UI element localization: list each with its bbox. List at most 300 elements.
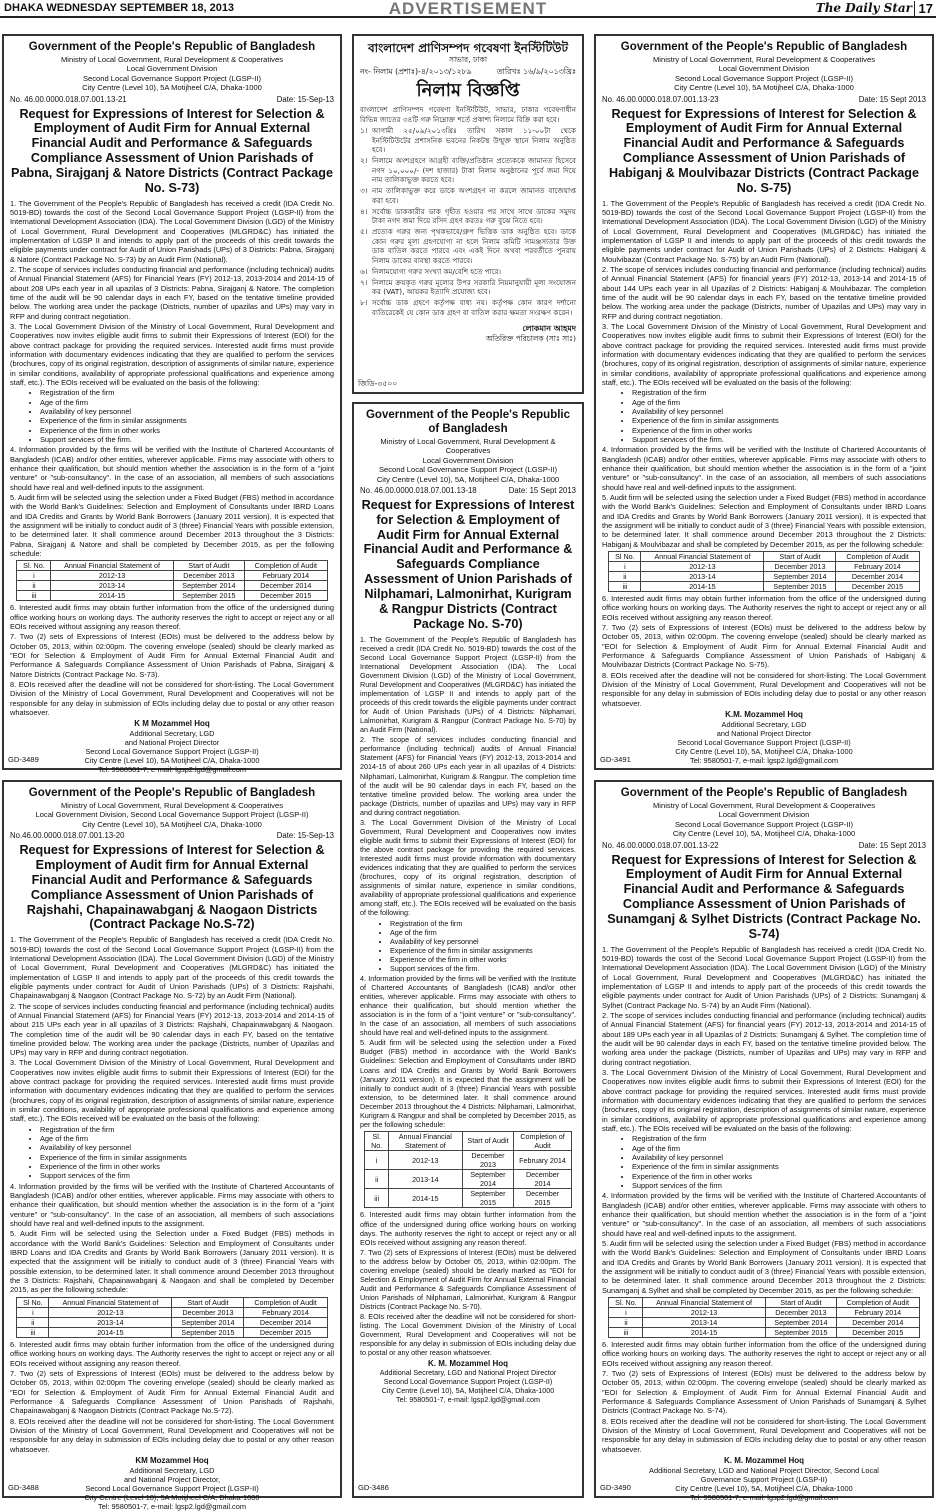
table-header: Completion of Audit (244, 1297, 327, 1307)
table-cell: iii (365, 1189, 389, 1208)
signatory-line: City Centre (Level 10), 5A, Motijheel C/A, Dhaka-1000 (675, 746, 853, 756)
gd-number: GD-3489 (8, 755, 39, 765)
list-item: • Support services of the firm (632, 1181, 926, 1190)
list-item: • Age of the firm (40, 1134, 334, 1143)
table-header: Start of Audit (462, 1131, 514, 1150)
ad-ministry: Ministry of Local Government, Rural Development & Cooperatives (60, 800, 283, 810)
ad-para-3: 3. The Local Government Division of the Ministry of Local Government, Rural Development and Cooperatives now invites eligible audit firms to submit their Expressions of Interest (EOI) for the above contract package for providing the required services. Interested audit firms must provide information with documentary evidences indicating that they are qualified to perform the services (brochures, copy of its original registration, description of assignments of similar nature, experience in similar conditions, availability of appropriate professional qualifications and experience among staff, etc.). The EOIs received will be evaluated on the basis of the following: (10, 321, 334, 387)
table-cell: i (365, 1151, 389, 1170)
list-item (360, 126, 576, 156)
item-number: ১। (360, 125, 368, 135)
ad-memo-line (602, 95, 926, 105)
table-cell: December 2014 (514, 1170, 571, 1189)
item-text: সর্বোচ্চ ডাক গ্রহণে কর্তৃপক্ষ বাধ্য নয়। কর্তৃপক্ষ কোন কারণ দর্শানো ব্যতিরেকেই যে কোন ডাক গ্রহণ বা বাতিল করার ক্ষমতা সংরক্ষণ করেন। (372, 298, 576, 317)
table-row (609, 571, 919, 581)
signatory-line: Second Local Governance Support Project (LGSP-II) (85, 1483, 259, 1493)
ad-para-6: 6. Interested audit firms may obtain further information from the office of the undersigned during office working hours on working days. The Authority reserves the right to accept or reject any or all EOIs received without assigning any reason thereof. (10, 1339, 334, 1368)
gd-number: GD-3491 (600, 755, 631, 765)
ad-memo-number: No. 46.00.0000.018.07.001.13-23 (602, 94, 719, 104)
table-cell: 2014-15 (389, 1189, 463, 1208)
list-item: • Experience of the firm in other works (632, 426, 926, 435)
ad-gov-heading: Government of the People's Republic of Bangladesh (365, 409, 571, 435)
masthead-page-number: 17 (914, 1, 933, 16)
table-header: Annual Financial Statement of (49, 1297, 172, 1307)
table-cell: 2014-15 (641, 582, 764, 592)
item-text: নিলামযোগ্য গরুর সংখ্যা কম/বেশি হতে পারে। (372, 266, 502, 276)
table-header: Annual Financial Statement of (643, 1297, 765, 1307)
ad-para-7: 7. Two (2) sets of Expressions of Interest (EOIs) must be delivered to the address below by October 05, 2013, within 02:00pm The covering envelope (sealed) should be clearly marked as "EOI for Selection & Employment of Audit Firm for Annual External Financial Audit and Performance & Safeguards Compliance Assessment of Union Parishads of Rajshahi, Chapainawabganj & Naogaon Districts (Contract Package No.S-72). (10, 1368, 334, 1416)
signatory-line: City Centre (Level 10), 5A Motijheel C/A, Dhaka-1000 (84, 1492, 260, 1502)
gd-number: জিডি-৩৫০০ (358, 379, 398, 389)
ad-para-5: 5. Audit firm will be selected using the selection under a Fixed Budget (FBS) method in accordance with the World Bank's Guidelines: Selection and Employment of Consultants under IBRD Loans and IDA Credits and Grants by World Bank Borrowers (January 2011 version). It is expected that the assignment will be initially to conduct audit of 3 (three) Financial Years with possible extension, to be determined later. It shall commence around December 2013 throughout the 4 Districts: Nilphamari, Lalmonirhat, Kurigram & Rangpur and shall be completed by December 2015, as per the following schedule: (360, 1038, 576, 1129)
ad-title: Request for Expressions of Interest for Selection & Employment of Audit firm for Annual External Financial Audit and Performance & Safeguards Compliance Assessment of Union Parishads of Rajshahi, Chapainawabganj & Naogaon Districts (Contract Package No.S-72) (19, 843, 325, 932)
signatory-line: Second Local Governance Support Project (LGSP-II) (383, 1376, 553, 1386)
table-cell: February 2014 (245, 571, 327, 581)
table-cell: 2012-13 (49, 1307, 172, 1317)
item-number: ৪। (360, 206, 368, 216)
ad-s75 (594, 34, 934, 770)
item-number: ৬। (360, 266, 368, 276)
table-cell: September 2014 (173, 581, 244, 591)
ad-para-1: 1. The Government of the People's Republic of Bangladesh has received a credit (IDA Credit No. 5019-BD) towards the cost of the Second Local Governance Support Project (LGSP-II) from the International Development Association (IDA). The Local Government Division (LGD) of the Ministry of Local Government, Rural Development and Cooperatives (MLGRD&C) has initiated the implementation of LGSP II and intends to apply part of the proceeds of this credit towards the eligible payments under contract for Audit of Union Parishads (UPs) of 3 Districts: Rajshahi, Chapainawabganj & Naogaon (Contract Package No. S-72) by an Audit Firm (National). (10, 935, 334, 1001)
ad-memo-number: No.46.00.0000.018.07.001.13-20 (10, 831, 125, 841)
ad-gov-heading: Government of the People's Republic of Bangladesh (28, 787, 316, 799)
table-header: Start of Audit (172, 1297, 244, 1307)
table-header: Sl No. (17, 1297, 49, 1307)
table-cell: iii (609, 582, 641, 592)
ad-para-2: 2. The scope of services includes conducting financial and performance (including technical) audits of Annual Financial Statement (AFS) for Financial Years (FY) 2012-13, 2013-2014 and 2014-15 of about 215 UPs each year in all upazilas of 3 Districts: Rajshahi, Chapainawabganj & Naogaon. The completion time of the audit will be 90 calendar days in each FY, based on the tentative timeline provided below. The working area under the package (Districts, number of Upazilas and UPs) may vary in RFP and during contract negotiation. (10, 1001, 334, 1058)
table-cell: December 2013 (764, 561, 836, 571)
list-item: • Registration of the firm (40, 388, 334, 397)
list-item: • Support services of the firm. (632, 435, 926, 444)
ad-signature (360, 324, 576, 343)
table-header-row (609, 1297, 919, 1307)
list-item: • Experience of the firm in other works (632, 1172, 926, 1181)
list-item: • Support services of the firm. (40, 435, 334, 444)
ad-para-4: 4. Information provided by the firms will be verified with the Institute of Chartered Accountants of Bangladesh (ICAB) and/or other entities, wherever applicable. Firms may associate with others to enhance their qualification, but should mention whether the association is in the form of a "joint venture" or "sub-consultancy". In the case of an association, all members of such associations should have real and well-defined inputs to the assignment. (360, 973, 576, 1038)
ad-title: Request for Expressions of Interest for Selection & Employment of Audit Firm for Annual External Financial Audit and Performance & Safeguards Compliance Assessment of Union Parishads of Sunamganj & Sylhet Districts (Contract Package No. S-74) (607, 852, 921, 941)
table-cell: September 2014 (765, 1317, 836, 1327)
schedule-table (16, 1297, 327, 1338)
list-item: • Support services of the firm (40, 1171, 334, 1180)
table-cell: December 2015 (245, 591, 327, 601)
ad-signature (10, 1456, 334, 1511)
ad-project: Second Local Governance Support Project (LGSP-II) (674, 819, 854, 829)
ad-memo-date: Date: 15 Sept 2013 (508, 486, 576, 496)
ad-auction-notice (352, 34, 584, 394)
table-cell: ii (609, 571, 641, 581)
signatory-line: Second Local Governance Support Project (LGSP-II) (677, 737, 851, 747)
table-header-row (609, 551, 919, 561)
table-cell: i (17, 571, 51, 581)
ad-project: Second Local Governance Support Project (LGSP-II) (378, 465, 558, 475)
ad-address: City Centre (Level 10), 5A Motijheel C/A, Dhaka-1000 (82, 819, 262, 829)
signatory-line: and National Project Director (124, 738, 220, 748)
list-item (360, 186, 576, 206)
table-header: Completion of Audit (836, 551, 919, 561)
table-row (609, 561, 919, 571)
ad-gov-heading: Government of the People's Republic of Bangladesh (28, 41, 316, 53)
table-header: Annual Financial Statement of (51, 561, 173, 571)
ad-ministry: Ministry of Local Government, Rural Development & Cooperatives (652, 54, 875, 64)
list-item (360, 298, 576, 318)
list-item (360, 267, 576, 278)
table-cell: December 2014 (837, 1317, 919, 1327)
table-row (17, 581, 327, 591)
schedule-table (364, 1131, 571, 1209)
schedule-table (608, 551, 919, 592)
table-cell: December 2013 (173, 571, 244, 581)
ad-memo-line (602, 841, 926, 851)
list-item: • Support services of the firm. (390, 964, 576, 973)
ad-memo-date: Date: 15-Sep-13 (276, 831, 334, 841)
ad-para-2: 2. The scope of services includes conducting financial and performance (including technical) audits of Annual Financial Statement (AFS) for financial years (FY) 2012-13, 2013-14 and 2014-15 of about 144 UPs each year in all Upazilas of 2 Districts: Habiganj & Moulvibazar. The completion time of the audit will be 90 calendar days in each FY, based on the tentative timeline provided below. The working area under the package (Districts, number of Upazilas and UPs) may vary in RFP and during contract negotiation. (602, 265, 926, 321)
ad-s70 (352, 402, 584, 1498)
table-cell: ii (17, 1317, 49, 1327)
ad-intro: বাংলাদেশ প্রাণিসম্পদ গবেষণা ইনস্টিটিউট, সাভার, ঢাকার গবেষণাধীন বিভিন্ন জাতের ৩৪টি গরু নিম্নোক্ত শর্তে প্রকাশ্য নিলামে বিক্রি করা হবে। (360, 105, 576, 125)
ad-para-8: 8. EOIs received after the deadline will not be considered for short-listing. The Local Government Division of the Ministry of Local Government, Rural Development and Cooperatives will not be responsible for any delay in submission of EOIs including delay due to postal or any other reason whatsoever. (10, 1416, 334, 1454)
ad-para-5: 5. Audit firm will be selected using the selection under a Fixed Budget (FBS) method in accordance with the World Bank's Guidelines: Selection and Employment of Consultants under IBRD Loans and IDA Credits and Grants by World Bank Borrowers (January 2011 version). It is expected that the assignment will be initially to conduct audit of 3 (three) Financial Years with possible extension, to be determined later. It shall commence around December 2013 throughout the 2 Districts: Sunamganj & Sylhet and shall be completed by December 2015, as per the following schedule: (602, 1238, 926, 1295)
table-cell: i (17, 1307, 49, 1317)
ad-memo-line (360, 486, 576, 496)
signatory-name: K. M. Mozammel Hoq (427, 1359, 508, 1369)
list-item: • Experience of the firm in similar assignments (632, 416, 926, 425)
page-masthead (0, 0, 936, 18)
ad-criteria-list (632, 388, 926, 444)
ad-para-6: 6. Interested audit firms may obtain further information from the office of the undersigned during office working hours on working days. The authority reserves the right to accept or reject any or all EOIs received without assigning any reason thereof. (360, 1210, 576, 1247)
signatory-line: Tel: 9580501-7, e-mail: lgsp2.lgd@gmail.com (690, 755, 838, 765)
list-item: • Registration of the firm (40, 1125, 334, 1134)
masthead-section: ADVERTISEMENT (388, 0, 548, 18)
ad-para-5: 5. Audit firm will be selected using the selection under a Fixed Budget (FBS) method in accordance with the World Bank's Guidelines: Selection and Employment of Consultants under IBRD Loans and IDA Credits and Grants by World Bank Borrowers (January 2011 version). It is expected that the assignment will be initially to conduct audit of 3 (three) Financial Years with possible extension, to be determined later. It shall commence around December 2013 throughout the 2 Districts: Habiganj & Moulvibazar and shall be completed by December 2015, as per the following schedule: (602, 492, 926, 549)
list-item (360, 227, 576, 267)
table-header: Sl. No. (609, 1297, 643, 1307)
list-item (360, 156, 576, 186)
signatory-line: Second Local Governance Support Project (LGSP-II) (85, 747, 259, 757)
ad-para-3: 3. The Local Government Division of the Ministry of Local Government, Rural Development and Cooperatives now invites eligible audit firms to submit their Expressions of Interest (EOI) for the above contract package for providing the required services. Interested audit firms must provide information with documentary evidences indicating that they are qualified to perform the services (brochures, copy of its original registration, description of assignments of similar nature, experience in similar conditions, availability of appropriate professional qualifications and experience among staff, etc.). The EOIs received will be evaluated on the basis of the following: (360, 817, 576, 918)
ad-para-8: 8. EOIs received after the deadline will not be considered for short-listing. The Local Government Division of the Ministry of Local Government, Rural Development and Cooperatives will not be responsible for any delay in submission of EOIs including delay due to postal or any other reason whatsoever. (360, 1312, 576, 1358)
ad-para-7: 7. Two (2) sets of Expressions of Interest (EOIs) must be delivered to the address below by October 05, 2013, within 02:00pm. The covering envelope (sealed) should be clearly marked as "EOI for Selection & Employment of Audit Firm for Annual External Financial Audit and Performance & Safeguards Compliance Assessment of Union Parishads of Pabna, Sirajganj & Natore Districts (Contract Package No. S-73). (10, 632, 334, 679)
ad-title: Request for Expressions of Interest for Selection & Employment of Audit Firm for Annual External Financial Audit and Performance & Safeguards Compliance Assessment of Union Parishads of Pabna, Sirajganj & Natore Districts (Contract Package No. S-73) (11, 106, 333, 195)
ad-address: City Centre (Level 10), 5A Motijheel C/A, Dhaka-1000 (82, 83, 262, 93)
table-cell: iii (609, 1328, 643, 1338)
signatory-line: Tel: 9580501-7, e-mail: lgsp2.lgd@gmail.com (98, 765, 246, 775)
ad-para-3: 3. The Local Government Division of the Ministry of Local Government, Rural Development and Cooperatives now invites eligible audit firms to submit their Expressions of Interest (EOI) for the above contract package for providing the required services. Interested audit firms must provide information with documentary evidences indicating that they are qualified to perform the services (brochures, copy of its original registration, description of assignments of similar nature, experience in similar conditions, availability of appropriate professional qualifications and experience among staff, etc.). The EOIs received will be evaluated on the basis of the following: (602, 1067, 926, 1133)
ad-signature (602, 1456, 926, 1502)
ad-institute-place: সাভার, ঢাকা (448, 55, 488, 65)
ad-ministry: Ministry of Local Government, Rural Development & Cooperatives (652, 800, 875, 810)
ad-memo-number: নং- নিলাম (প্রশাঃ)-৪/২০১৩/১২৮৯ (360, 66, 472, 76)
table-cell: September 2015 (173, 591, 244, 601)
list-item: • Experience of the firm in other works (40, 1162, 334, 1171)
table-row (365, 1170, 571, 1189)
ad-para-2: 2. The scope of services includes conducting financial and performance (including technical) audits of Annual Financial Statement (AFS) for Financial Years (FY) 2012-13, 2013-2014 and 2014-15 of about 260 UPs each year in all upazilas of 4 Districts: Nilphamari, Lalmonirhat, Kurigram & Rangpur. The completion time of the audit will be 90 calendar days in each FY, based on the tentative timeline provided below. The working area under the package (Districts, number of upazilas and UPs) may vary in RFP and during contract negotiation. (360, 735, 576, 817)
ad-memo-date: Date: 15 Sept 2013 (858, 94, 926, 104)
table-cell: September 2014 (462, 1170, 514, 1189)
list-item: • Age of the firm (40, 398, 334, 407)
table-cell: 2013-14 (641, 571, 764, 581)
table-cell: 2012-13 (389, 1151, 463, 1170)
table-header-row (365, 1131, 571, 1150)
ad-para-7: 7. Two (2) sets of Expressions of Interest (EOIs) must be delivered to the address below by October 05, 2013, within 02:00pm. The covering envelope (sealed) should be clearly marked as "EOI for Selection & Employment of Audit Firm for Annual External Financial Audit and Performance & Safeguards Compliance Assessment of Union Parishads of Sunamganj & Sylhet Districts (Contract Package No. S-74). (602, 1369, 926, 1416)
ad-criteria-list (40, 388, 334, 444)
table-cell: December 2013 (462, 1151, 514, 1170)
ad-memo-date: Date: 15-Sep-13 (276, 94, 334, 104)
ad-memo-line (10, 831, 334, 841)
ad-s74 (594, 780, 934, 1502)
table-cell: 2014-15 (643, 1328, 765, 1338)
table-cell: February 2014 (837, 1307, 919, 1317)
item-text: প্রত্যেক গরুর জন্য পৃথকভাবে/গ্রুপ ভিত্তিক ডাক অনুষ্ঠিত হবে। ডাকে কোন গরুর মূল্য গ্রহণযোগ্য না হলে নিলাম কমিটি সামঞ্জস্যতার উক্ত ডাক বাতিল করতে পারবে এবং একই দিনে অথবা পরবর্তীতে পুনরায় নিলাম ডাকের ব্যবস্থা করতে পারবে। (372, 226, 576, 266)
table-cell: February 2014 (836, 561, 919, 571)
table-header: Sl. No. (17, 561, 51, 571)
ad-division: Local Government Division (126, 64, 218, 74)
signatory-line: Additional Secretary, LGD and National Project Director, Second Local (649, 1465, 879, 1475)
ad-memo-line (360, 67, 576, 77)
signatory-title: অতিরিক্ত পরিচালক (সাঃ সাঃ) (485, 334, 576, 344)
gd-number: GD-3490 (600, 1483, 631, 1493)
table-row (609, 582, 919, 592)
table-header: Sl. No. (365, 1131, 389, 1150)
ad-para-2: 2. The scope of services includes conducting financial and performance (including technical) audits of Annual Financial Statement (AFS) for financial years (FY) 2012-13, 2013-2014 and 2014-15 of about 189 UPs each year in all Upazilas of 2 Districts: Sunamganj & Sylhet. The completion time of the audit will be 90 calendar days in each FY, based on the tentative timeline provided below. The working area under the package (Districts, number of Upazilas and UPs) may vary in RFP and during contract negotiation. (602, 1011, 926, 1067)
ad-para-3: 3. The Local Government Division of the Ministry of Local Government, Rural Development and Cooperatives now invites eligible audit firms to submit their Expressions of Interest (EOI) for the above contract package for providing the required services. Interested audit firms must provide information with documentary evidences indicating that they are qualified to perform the services (brochures, copy of its original registration, description of assignments of similar nature, experience in similar conditions, availability of appropriate professional qualifications and experience among staff, etc.). The EOIs received will be evaluated on the basis of the following: (602, 321, 926, 387)
item-text: নাম তালিকাভুক্ত করে ডাকে অংশগ্রহণ না করলে জামানত বাজেয়াপ্ত করা হবে। (372, 186, 576, 205)
table-cell: February 2014 (244, 1307, 327, 1317)
ad-para-8: 8. EOIs received after the deadline will not be considered for short-listing. The Local Government Division of the Ministry of Local Government, Rural Development and Cooperatives will not be responsible for any delay in submission of EOIs including delay due to postal or any other reason whatsoever. (10, 680, 334, 718)
signatory-name: K. M. Mozammel Hoq (723, 1456, 804, 1466)
list-item: • Experience of the firm in similar assignments (40, 1153, 334, 1162)
ad-criteria-list (390, 919, 576, 973)
signatory-name: K M Mozammel Hoq (134, 719, 210, 729)
schedule-table (16, 560, 327, 601)
ad-auction-heading: নিলাম বিজ্ঞপ্তি (416, 79, 520, 101)
table-header: Start of Audit (173, 561, 244, 571)
signatory-name: KM Mozammel Hoq (135, 1455, 209, 1465)
ad-para-2: 2. The scope of services includes conducting financial and performance (including technical) audits of Annual Financial Statement (AFS) for Financial Years (FY) 2012-13, 2013-2014 and 2014-15 of about 208 UPs each year in all upazilas of 3 Districts: Pabna, Sirajganj & Natore. The completion time of the audit will be 90 calendar days in each FY, based on the tentative timeline provided below. The working area under the package (Districts, number of upazilas and UPs) may vary in RFP and during contract negotiation. (10, 265, 334, 321)
ad-memo-number: No. 46.00.0000.018.07.001.13-18 (360, 486, 477, 496)
table-cell: ii (17, 581, 51, 591)
list-item: • Age of the firm (632, 398, 926, 407)
table-header: Completion of Audit (514, 1131, 571, 1150)
ad-para-4: 4. Information provided by the firms will be verified with the Institute of Chartered Accountants of Bangladesh (ICAB) and/or other entities, wherever applicable. Firms may associate with others to enhance their qualification, but should mention whether the association is in the form of a "joint venture" or "sub-consultancy". In the case of an association, all members of such associations should have real and well-defined inputs to the assignment. (602, 445, 926, 492)
ad-para-4: 4. Information provided by the firms will be verified with the Institute of Chartered Accountants of Bangladesh (ICAB) and/or other entities, wherever applicable. Firms may associate with others to enhance their qualification, but should mention whether the association is in the form of a "joint venture" or "sub-consultancy". In the case of an association, all members of such associations should have real and well-defined inputs to the assignment. (10, 445, 334, 492)
table-cell: ii (609, 1317, 643, 1327)
ad-para-5: 5. Audit Firm will be selected using the Selection under a Fixed Budget (FBS) methods in accordance with the World Bank's Guidelines: Selection and Employment of Consultants under IBRD Loans and IDA Credits and Grants by World Bank Borrowers (January 2011 version). It is expected that the assignment will be initially to conduct audit of 3 (three) Financial Years with possible extension, to be determined later. It shall commence around December 2013 throughout the 3 Districts: Rajshahi, Chapainawabganj & Naogaon and shall be completed by December 2015, as per the following schedule: (10, 1229, 334, 1295)
table-cell: December 2014 (836, 571, 919, 581)
item-number: ৮। (360, 298, 368, 308)
list-item: • Registration of the firm (632, 388, 926, 397)
table-cell: 2013-14 (643, 1317, 765, 1327)
signatory-line: City Centre (Level 10), 5A, Motijheel C/A, Dhaka-1000 (381, 1385, 555, 1395)
ad-s73 (2, 34, 342, 775)
ad-s72 (2, 780, 342, 1511)
list-item: • Registration of the firm (632, 1134, 926, 1143)
signatory-line: and National Project Director, (123, 1474, 221, 1484)
ad-para-8: 8. EOIs received after the deadline will not be considered for short-listing. The Local Government Division of the Ministry of Local Government, Rural Development and Cooperatives will not be responsible for any delay in submission of EOIs including delay due to postal or any other reason whatsoever. (602, 670, 926, 708)
ad-para-1: 1. The Government of the People's Republic of Bangladesh has received a credit (IDA Credit No. 5019-BD) towards the cost of the Second Local Governance Support Project (LGSP-II) from the International Development Association (IDA). The Local Government Division (LGD) of the Ministry of Local Government, Rural Development and Cooperatives (MLGRD&C) has initiated the implementation of LGSP II and intends to apply part of the proceeds of this credit towards the eligible payments under contract for Audit of Union Parishads (UPs) of 2 Districts: Habiganj & Moulvibazar (Contract Package No. S-75) by an Audit Firm (National). (602, 198, 926, 264)
table-cell: 2014-15 (49, 1327, 172, 1337)
table-row (17, 591, 327, 601)
ad-ministry: Ministry of Local Government, Rural Development & Cooperatives (380, 436, 556, 456)
ad-institute-title: বাংলাদেশ প্রাণিসম্পদ গবেষণা ইনস্টিটিউট (367, 41, 569, 55)
table-cell: iii (17, 591, 51, 601)
list-item: • Experience of the firm in other works (40, 426, 334, 435)
table-cell: September 2015 (172, 1327, 244, 1337)
ad-title: Request for Expressions of Interest for Selection & Employment of Audit Firm for Annual External Financial Audit and Performance & Safeguards Compliance Assessment of Union Parishads of Habiganj & Moulvibazar Districts (Contract Package No. S-75) (608, 106, 920, 195)
item-text: নিলামে ক্রয়কৃত গরুর মূল্যের উপর সরকারি নিয়মানুযায়ী মূল্য সংযোজন কর (VAT), আয়কর ইত্যাদি প্রযোজ্য হবে। (372, 277, 576, 297)
item-number: ৫। (360, 226, 368, 236)
ad-memo-date: তারিখঃ ১৬/৯/২০১৩খ্রিঃ (496, 66, 576, 76)
table-header: Sl No. (609, 551, 641, 561)
ad-division: Local Government Division (718, 64, 810, 74)
ad-para-6: 6. Interested audit firms may obtain further information from the office of the undersigned during office working hours on working days. The authority reserves the right to accept or reject any or all EOIs received without assigning any reason thereof. (602, 1340, 926, 1368)
ad-address: City Centre (Level 10), 5A Motijheel C/A, Dhaka-1000 (674, 83, 854, 93)
ad-signature (602, 710, 926, 765)
signatory-line: Tel: 9580501-7, e-mail: lgsp2.lgd@gmail.com (98, 1501, 246, 1511)
table-cell: September 2014 (172, 1317, 244, 1327)
table-cell: February 2014 (514, 1151, 571, 1170)
table-row (365, 1189, 571, 1208)
ad-memo-date: Date: 15 Sept 2013 (858, 840, 926, 850)
table-cell: September 2014 (764, 571, 836, 581)
table-header: Annual Financial Statement of (389, 1131, 463, 1150)
schedule-table (608, 1297, 919, 1338)
table-row (17, 1307, 327, 1317)
table-header-row (17, 1297, 327, 1307)
item-text: নিলামে অংশগ্রহণে আগ্রহী ব্যক্তি/প্রতিষ্ঠান প্রত্যেককে জামানত হিসেবে নগদ ১০,০০০/- (দশ হাজার) টাকা নিলাম অনুষ্ঠানের পূর্বে জমা দিয়ে নাম তালিকাভুক্ত করতে হবে। (372, 155, 576, 185)
ad-address: City Centre (Level 10), 5A, Motijheel C/A, Dhaka-1000 (376, 474, 560, 484)
table-cell: ii (365, 1170, 389, 1189)
table-cell: i (609, 561, 641, 571)
ad-division: Local Government Division (718, 810, 810, 820)
gd-number: GD-3486 (358, 1483, 389, 1493)
ad-para-1: 1. The Government of the People's Republic of Bangladesh has received a credit (IDA Credit No. 5019-BD) towards the cost of the Second Local Governance Support Project (LGSP-II) from the International Development Association (IDA). The Local Government Division (LGD) of the Ministry of Local Government, Rural Development and Cooperatives (MLGRD&C) has initiated the implementation of LGSP II and intends to apply part of the proceeds of this credit towards the eligible payments under contract for Audit of Union Parishads (UPs) of 3 Districts: Pabna, Sirajganj & Natore (Contract Package No. S-73) by an Audit Firm (National). (10, 198, 334, 264)
signatory-name: K.M. Mozammel Hoq (725, 710, 803, 720)
masthead-date: DHAKA WEDNESDAY SEPTEMBER 18, 2013 (4, 2, 235, 14)
list-item: • Availability of key personnel (40, 1143, 334, 1152)
table-cell: 2013-14 (51, 581, 173, 591)
table-cell: December 2015 (837, 1328, 919, 1338)
table-cell: December 2014 (245, 581, 327, 591)
table-header: Completion of Audit (837, 1297, 919, 1307)
list-item: • Experience of the firm in similar assignments (390, 946, 576, 955)
ad-criteria-list (632, 1134, 926, 1190)
table-cell: 2012-13 (51, 571, 173, 581)
ad-ministry: Ministry of Local Government, Rural Development & Cooperatives (60, 54, 283, 64)
ad-division: Local Government Division, Second Local Governance Support Project (LGSP-II) (35, 810, 309, 820)
ad-para-5: 5. Audit firm will be selected using the selection under a Fixed Budget (FBS) method in accordance with the World Bank's Guidelines: Selection and Employment of Consultants under IBRD Loans and IDA Credits and Grants by World Bank Borrowers (January 2011 version). It is expected that the assignment will be initially to conduct audit of 3 (three) Financial Years with possible extension, to be determined later. It shall commence around December 2013 throughout the 3 Districts: Pabna, Sirajganj & Natore and shall be completed by December 2015, as per the following schedule: (10, 492, 334, 558)
list-item: • Experience of the firm in other works (390, 955, 576, 964)
signatory-line: Additional Secretary, LGD and National Project Director (379, 1368, 557, 1378)
table-row (17, 1317, 327, 1327)
table-header: Start of Audit (765, 1297, 836, 1307)
table-row (609, 1307, 919, 1317)
table-cell: September 2015 (462, 1189, 514, 1208)
signatory-line: Additional Secretary, LGD (721, 719, 807, 729)
ad-gov-heading: Government of the People's Republic of Bangladesh (620, 787, 908, 799)
ad-para-8: 8. EOIs received after the deadline will not be considered for short-listing. The Local Government Division of the Ministry of Local Government, Rural Development and Cooperatives will not be responsible for any delay in submission of EOIs including delay due to postal or any other reason whatsoever. (602, 1416, 926, 1454)
table-header: Start of Audit (764, 551, 836, 561)
ad-para-6: 6. Interested audit firms may obtain further information from the office of the undersigned during office working hours on working days. The authority reserves the right to accept or reject any or all EOIs received without assigning any reason thereof. (10, 603, 334, 632)
list-item: • Experience of the firm in similar assignments (632, 1162, 926, 1171)
list-item (360, 278, 576, 298)
item-number: ২। (360, 155, 368, 165)
list-item: • Registration of the firm (390, 919, 576, 928)
list-item: • Age of the firm (632, 1144, 926, 1153)
list-item: • Availability of key personnel (632, 407, 926, 416)
list-item: • Availability of key personnel (632, 1153, 926, 1162)
signatory-line: City Centre (Level 10), 5A Motijheel C/A, Dhaka-1000 (84, 756, 260, 766)
ad-signature (10, 719, 334, 774)
signatory-line: Tel: 9580501-7, e-mail: lgsp2.lgd@gmail.com (396, 1394, 540, 1404)
ad-division: Local Government Division (422, 455, 514, 465)
table-cell: 2012-13 (641, 561, 764, 571)
ad-address: City Centre (Level 10), 5A, Motijheel C/A, Dhaka-1000 (672, 829, 856, 839)
table-cell: September 2015 (765, 1328, 836, 1338)
list-item: • Experience of the firm in similar assignments (40, 416, 334, 425)
item-text: আগামী ২৫/০৯/২০১৩খ্রিঃ তারিখ সকাল ১১-০০টা থেকে ইনস্টিটিউটের প্রশাসনিক ভবনের নিকটস্থ উন্মুক্ত স্থানে নিলাম অনুষ্ঠিত হবে। (372, 125, 576, 155)
ad-para-1: 1. The Government of the People's Republic of Bangladesh has received a credit (IDA Credit No. 5019-BD) towards the cost of the Second Local Governance Support Project (LGSP-II) from the International Development Association (IDA). The Local Government Division (LGD) of the Ministry of Local Government, Rural Development and Cooperatives (MLGRD&C) has initiated the implementation of LGSP II and intends to apply part of the proceeds of this credit towards the eligible payments under contract for Audit of Union Parishads (UPs) of 4 Districts: Nilphamari, Lalmonirhat, Kurigram & Rangpur (Contract Package No. S-70) by an Audit Firm (National). (360, 634, 576, 735)
ad-para-7: 7. Two (2) sets of Expressions of Interest (EOIs) must be delivered to the address below by October 05, 2013, within 02:00pm. The covering envelope (sealed) should be clearly marked as "EOI for Selection & Employment of Audit Firm for Annual External Financial Audit and Performance & Safeguards Compliance Assessment of Union Parishads of Nilphamari, Lalmonirhat, Kurigram & Rangpur Districts (Contract Package No. S-70). (360, 1247, 576, 1312)
signatory-line: Tel: 9580501-7, e-mail: lgsp2.lgd@gmail.com (690, 1492, 838, 1502)
signatory-line: City Centre (Level 10), 5A, Motijheel C/A, Dhaka-1000 (675, 1483, 853, 1493)
ad-para-6: 6. Interested audit firms may obtain further information from the office of the undersigned during office working hours on working days. The Authority reserves the right to accept or reject any or all EOIs received without assigning any reason thereof. (602, 594, 926, 622)
list-item: • Age of the firm (390, 928, 576, 937)
ad-title: Request for Expressions of Interest for Selection & Employment of Audit Firm for Annual External Financial Audit and Performance & Safeguards Compliance Assessment of Union Parishads of Nilphamari, Lalmonirhat, Kurigram & Rangpur Districts (Contract Package No. S-70) (361, 497, 575, 631)
ad-project: Second Local Governance Support Project (LGSP-II) (674, 73, 854, 83)
table-header-row (17, 561, 327, 571)
ad-memo-number: No. 46.00.0000.018.07.001.13-21 (10, 94, 127, 104)
ad-project: Second Local Governance Support Project (LGSP-II) (82, 73, 262, 83)
signatory-line: Governance Support Project (LGSP-II) (700, 1474, 828, 1484)
ad-para-4: 4. Information provided by the firms will be verified with the Institute of Chartered Accountants of Bangladesh (ICAB) and/or other entities, wherever applicable. Firms may associate with others to enhance their qualification, but should mention whether the association is in the form of a "joint venture" or "sub-consultancy". In the case of an association, all members of such associations should have real and well-defined inputs to the assignment. (10, 1181, 334, 1229)
table-cell: 2013-14 (49, 1317, 172, 1327)
table-row (365, 1151, 571, 1170)
ad-memo-line (10, 95, 334, 105)
item-number: ৩। (360, 186, 368, 196)
table-row (17, 1327, 327, 1337)
ad-para-3: 3. The Local Government Division of the Ministry of Local Government, Rural Development and Cooperatives now invites eligible audit firms to submit their Expressions of Interest (EOI) for the above contract package for providing the required services. Interested audit firms must provide information with documentary evidences indicating that they are qualified to perform the services (brochures, copy of its original registration, description of assignments of similar nature, experience in similar conditions, availability of appropriate professional qualifications and experience among staff, etc.). The EOIs received will be evaluated on the basis of the following: (10, 1058, 334, 1124)
ad-para-4: 4. Information provided by the firms will be verified with the Institute of Chartered Accountants of Bangladesh (ICAB) and/or other entities, wherever applicable. Firms may associate with others to enhance their qualification, but should mention whether the association is in the form of a "joint venture" or "sub-consultancy". In the case of an association, all members of such associations should have real and well-defined inputs to the assignment. (602, 1191, 926, 1238)
table-cell: 2012-13 (643, 1307, 765, 1317)
table-cell: iii (17, 1327, 49, 1337)
table-cell: September 2015 (764, 582, 836, 592)
ad-criteria-list (40, 1125, 334, 1181)
item-number: ৭। (360, 277, 368, 287)
ad-signature (360, 1359, 576, 1404)
table-cell: December 2015 (244, 1327, 327, 1337)
table-cell: December 2013 (765, 1307, 836, 1317)
signatory-line: Additional Secretary, LGD (129, 1465, 215, 1475)
ad-gov-heading: Government of the People's Republic of Bangladesh (620, 41, 908, 53)
list-item (360, 207, 576, 227)
table-cell: December 2013 (172, 1307, 244, 1317)
table-cell: December 2014 (244, 1317, 327, 1327)
gd-number: GD-3488 (8, 1483, 39, 1493)
table-header: Annual Financial Statement of (641, 551, 764, 561)
item-text: সর্বোচ্চ ডাককারীর ডাক গৃহীত হওয়ার পর সাথে সাথে ডাকের সমুদয় টাকা নগদ জমা দিয়ে রসিদ গ্রহণ করতঃ গরু বুঝে নিতে হবে। (372, 206, 576, 226)
signatory-line: and National Project Director (716, 728, 812, 738)
ad-memo-number: No. 46.00.0000.018.07.001.13-22 (602, 840, 719, 850)
table-cell: December 2015 (514, 1189, 571, 1208)
table-row (609, 1328, 919, 1338)
list-item: • Availability of key personnel (40, 407, 334, 416)
table-row (609, 1317, 919, 1327)
table-cell: 2013-14 (389, 1170, 463, 1189)
ad-para-1: 1. The Government of the People's Republic of Bangladesh has received a credit (IDA Credit No. 5019-BD) towards the cost of the Second Local Governance Support Project (LGSP-II) from the International Development Association (IDA). The Local Government Division (LGD) of the Ministry of Local Government, Rural Development and Cooperatives (MLGRD&C) has initiated the implementation of LGSP II and intends to apply part of the proceeds of this credit towards the eligible payments under contract for Audit of Union Parishads (UPs) of 2 Districts: Sunamganj & Sylhet (Contract Package No. S-74) by an Audit Firm (National). (602, 944, 926, 1010)
table-row (17, 571, 327, 581)
list-item: • Availability of key personnel (390, 937, 576, 946)
